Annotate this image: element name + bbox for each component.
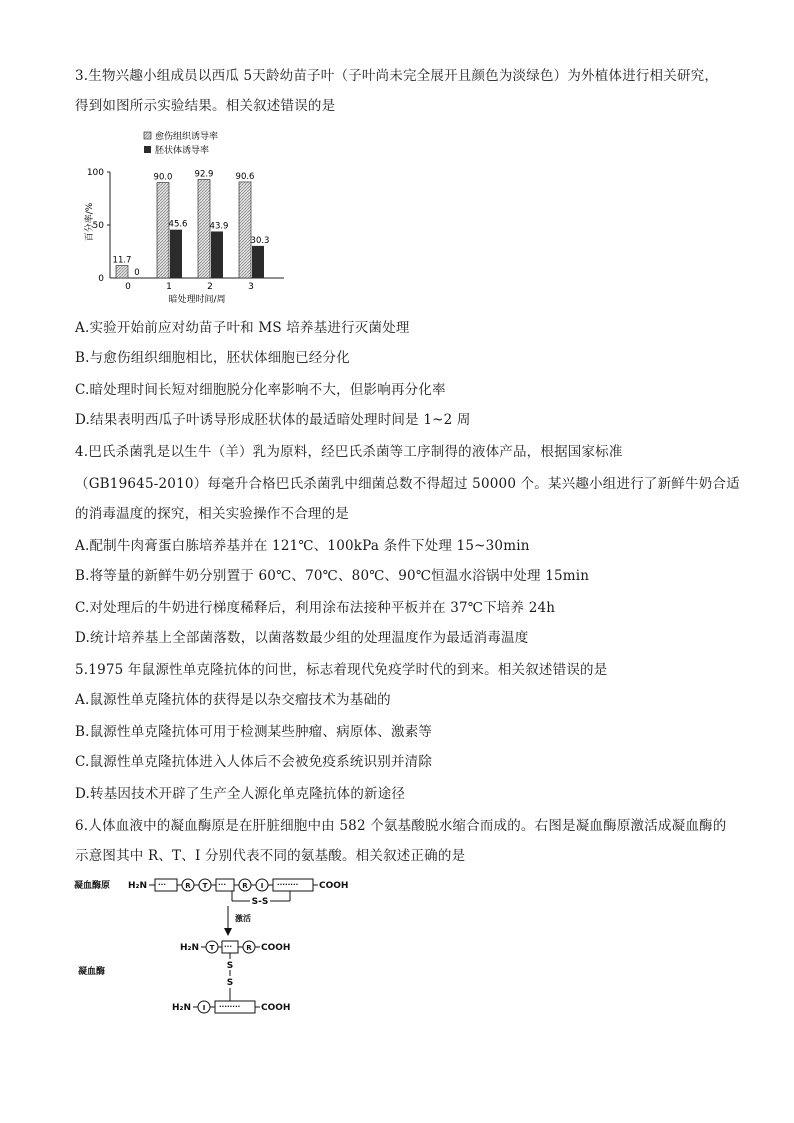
s-letter-bottom: S (226, 978, 234, 988)
q3-option-a: A.实验开始前应对幼苗子叶和 MS 培养基进行灭菌处理 (75, 320, 410, 336)
q4-option-b: B.将等量的新鲜牛奶分别置于 60℃、70℃、80℃、90℃恒温水浴锅中处理 15min (75, 568, 590, 584)
label-prothrombin: 凝血酶原 (74, 881, 111, 891)
row2-cooh: COOH (261, 943, 291, 953)
q5-option-b: B.鼠源性单克隆抗体可用于检测某些肿瘤、病原体、激素等 (75, 724, 433, 740)
bar-callus-2 (198, 180, 210, 278)
x-tick-label-2: 2 (207, 282, 213, 292)
row2-aa-t-letter: T (209, 944, 215, 952)
s-letter-top: S (226, 961, 234, 971)
row2-aa-r-letter: R (246, 944, 252, 952)
q6-stem-line2: 示意图其中 R、T、I 分别代表不同的氨基酸。相关叙述正确的是 (75, 848, 466, 864)
row1-segment-3-dots: ········ (277, 881, 299, 889)
q3-option-c: C.暗处理时间长短对细胞脱分化率影响不大，但影响再分化率 (75, 382, 446, 398)
bar-label-embryoid-3: 30.3 (250, 235, 270, 246)
bar-label-callus-1: 90.0 (153, 172, 173, 183)
bar-label-embryoid-2: 43.9 (209, 221, 229, 232)
label-thrombin: 凝血酶 (78, 967, 106, 977)
y-axis-label: 百分率/% (85, 202, 95, 242)
row1-aa-t-letter: T (202, 882, 208, 890)
legend-swatch-callus (144, 132, 151, 139)
row1-segment-1-dots: ··· (158, 881, 166, 889)
bar-callus-1 (157, 183, 169, 278)
q4-option-c: C.对处理后的牛奶进行梯度稀释后，利用涂布法接种平板并在 37℃下培养 24h (75, 600, 556, 616)
bar-embryoid-2 (211, 231, 223, 278)
bar-label-embryoid-0: 0 (134, 268, 140, 278)
bar-label-callus-2: 92.9 (194, 169, 214, 180)
row1-aa-r2-letter: R (242, 882, 248, 890)
row1-cooh: COOH (319, 881, 349, 891)
q5-option-d: D.转基因技术开辟了生产全人源化单克隆抗体的新途径 (75, 786, 406, 802)
q5-stem: 5.1975 年鼠源性单克隆抗体的问世，标志着现代免疫学时代的到来。相关叙述错误的是 (75, 662, 608, 678)
x-tick-label-0: 0 (125, 282, 131, 292)
thrombin-activation-diagram (72, 870, 372, 1020)
q3-stem-line1: 3.生物兴趣小组成员以西瓜 5天龄幼苗子叶（子叶尚未完全展开且颜色为淡绿色）为外植体进行相关研究， (75, 68, 719, 84)
row3-h2n: H₂N (172, 1003, 192, 1013)
row1-segment-2-dots: ··· (218, 881, 226, 889)
x-axis-label: 暗处理时间/周 (168, 295, 226, 305)
bar-label-callus-0: 11.7 (112, 255, 132, 266)
bar-label-embryoid-1: 45.6 (168, 219, 188, 230)
bar-callus-0 (116, 266, 128, 278)
x-tick-label-1: 1 (166, 282, 172, 292)
q4-stem-line1: 4.巴氏杀菌乳是以生牛（羊）乳为原料，经巴氏杀菌等工序制得的液体产品，根据国家标准 (75, 444, 623, 460)
q4-stem-line3: 的消毒温度的探究，相关实验操作不合理的是 (75, 506, 349, 522)
legend-swatch-embryoid (144, 146, 151, 153)
row1-aa-r-letter: R (185, 882, 191, 890)
row2-h2n: H₂N (180, 943, 200, 953)
row2-segment-dots: ··· (224, 943, 232, 951)
y-tick-label-50: 50 (92, 221, 104, 231)
legend-label-embryoid: 胚状体诱导率 (155, 146, 210, 156)
x-tick-labels (125, 282, 254, 292)
q3-option-d: D.结果表明西瓜子叶诱导形成胚状体的最适暗处理时间是 1~2 周 (75, 412, 471, 428)
y-tick-label-100: 100 (86, 168, 104, 178)
q4-stem-line2: （GB19645-2010）每毫升合格巴氏杀菌乳中细菌总数不得超过 50000 个。某兴趣小组进行了新鲜牛奶合适 (75, 476, 740, 492)
q5-option-a: A.鼠源性单克隆抗体的获得是以杂交瘤技术为基础的 (75, 692, 391, 708)
bar-embryoid-1 (170, 230, 182, 278)
q4-option-d: D.统计培养基上全部菌落数，以菌落数最少组的处理温度作为最适消毒温度 (75, 630, 529, 646)
row3-aa-i-letter: I (202, 1004, 206, 1012)
q3-bar-chart (82, 126, 322, 306)
legend-label-callus: 愈伤组织诱导率 (155, 132, 219, 142)
activation-label: 激活 (235, 914, 251, 923)
row1-aa-i-letter: I (260, 882, 264, 890)
row1-ss-label: S-S (251, 897, 269, 907)
x-tick-label-3: 3 (248, 282, 254, 292)
activation-arrow-head (224, 928, 232, 936)
row3-segment-dots: ········ (219, 1003, 241, 1011)
q5-option-c: C.鼠源性单克隆抗体进入人体后不会被免疫系统识别并清除 (75, 754, 433, 770)
q3-option-b: B.与愈伤组织细胞相比，胚状体细胞已经分化 (75, 350, 350, 366)
row3-cooh: COOH (261, 1003, 291, 1013)
y-tick-label-0: 0 (98, 274, 104, 284)
row1-h2n: H₂N (128, 881, 148, 891)
bar-callus-3 (239, 182, 251, 278)
q4-option-a: A.配制牛肉膏蛋白胨培养基并在 121℃、100kPa 条件下处理 15~30min (75, 538, 530, 554)
q6-stem-line1: 6.人体血液中的凝血酶原是在肝脏细胞中由 582 个氨基酸脱水缩合而成的。右图是凝血酶原激活成凝血酶的 (75, 818, 727, 834)
bar-label-callus-3: 90.6 (235, 171, 255, 182)
bar-embryoid-3 (252, 246, 264, 278)
q3-stem-line2: 得到如图所示实验结果。相关叙述错误的是 (75, 98, 336, 114)
